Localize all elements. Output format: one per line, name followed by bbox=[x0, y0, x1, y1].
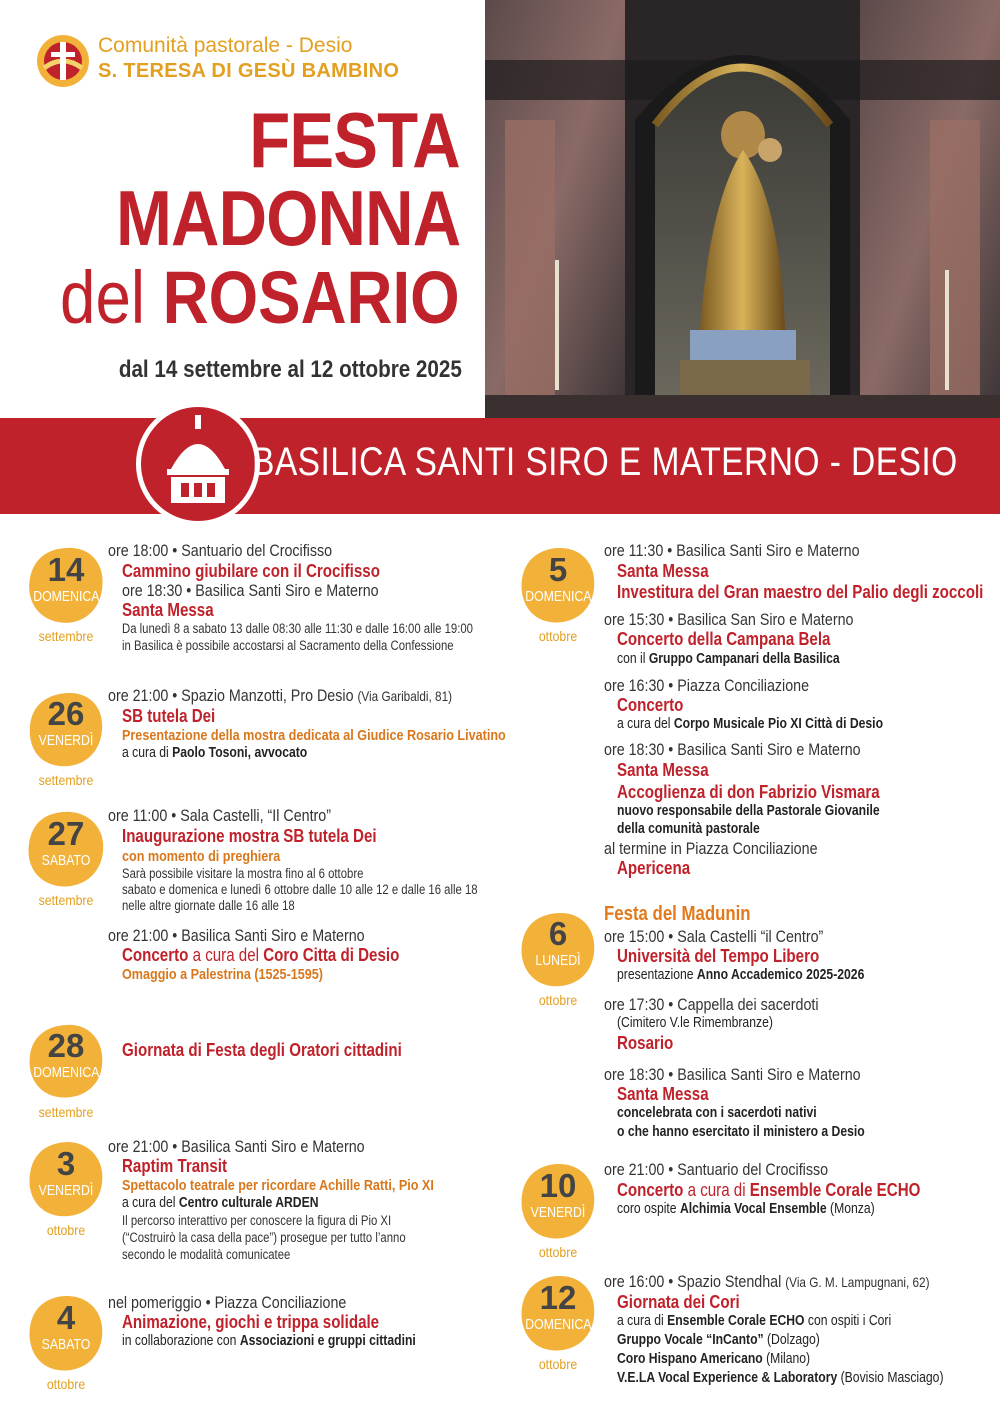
madonna-altar-photo bbox=[485, 0, 1000, 418]
event-time: ore 18:30 • Basilica Santi Siro e Materno bbox=[604, 740, 861, 759]
date-badge-12: 12 DOMENICA ottobre bbox=[518, 1274, 598, 1354]
event-title: Raptim Transit bbox=[122, 1156, 228, 1176]
event-note: a cura di Paolo Tosoni, avvocato bbox=[122, 745, 308, 761]
event-time: ore 17:30 • Cappella dei sacerdoti bbox=[604, 995, 819, 1014]
event-time: ore 15:30 • Basilica San Siro e Materno bbox=[604, 610, 854, 629]
event-note: presentazione Anno Accademico 2025-2026 bbox=[617, 967, 865, 983]
event-note: Coro Hispano Americano (Milano) bbox=[617, 1351, 811, 1367]
event-note: nelle altre giornate dalle 16 alle 18 bbox=[122, 898, 295, 913]
event-title: Cammino giubilare con il Crocifisso bbox=[122, 561, 380, 581]
event-time: ore 15:00 • Sala Castelli “il Centro” bbox=[604, 927, 824, 946]
event-title: Inaugurazione mostra SB tutela Dei bbox=[122, 826, 377, 846]
event-title: Concerto a cura di Ensemble Corale ECHO bbox=[617, 1180, 921, 1200]
event-title: Investitura del Gran maestro del Palio degli zoccoli bbox=[617, 582, 984, 602]
event-time: ore 11:00 • Sala Castelli, “Il Centro” bbox=[108, 806, 332, 825]
date-badge-3: 3 VENERDÌ ottobre bbox=[26, 1140, 106, 1220]
event-note: Da lunedì 8 a sabato 13 dalle 08:30 alle 11:30 e dalle 16:00 alle 19:00 bbox=[122, 621, 473, 636]
event-time: ore 16:00 • Spazio Stendhal (Via G. M. Lampugnani, 62) bbox=[604, 1272, 930, 1291]
event-time: ore 21:00 • Basilica Santi Siro e Materno bbox=[108, 1137, 365, 1156]
date-badge-4: 4 SABATO ottobre bbox=[26, 1294, 106, 1374]
community-logo bbox=[36, 34, 90, 88]
event-time: ore 21:00 • Spazio Manzotti, Pro Desio (Via Garibaldi, 81) bbox=[108, 686, 453, 705]
event-title: Santa Messa bbox=[617, 561, 709, 581]
date-badge-5: 5 DOMENICA ottobre bbox=[518, 546, 598, 626]
event-time: ore 18:30 • Basilica Santi Siro e Materno bbox=[604, 1065, 861, 1084]
event-note: Sarà possibile visitare la mostra fino al 6 ottobre bbox=[122, 866, 364, 881]
event-title: Animazione, giochi e trippa solidale bbox=[122, 1312, 380, 1332]
event-title: Giornata di Festa degli Oratori cittadini bbox=[122, 1040, 402, 1060]
event-note: al termine in Piazza Conciliazione bbox=[604, 839, 818, 858]
event-time: ore 16:30 • Piazza Conciliazione bbox=[604, 676, 810, 695]
event-title: Santa Messa bbox=[122, 600, 214, 620]
event-subtitle: Presentazione della mostra dedicata al Giudice Rosario Livatino bbox=[122, 727, 506, 744]
date-badge-10: 10 VENERDÌ ottobre bbox=[518, 1162, 598, 1242]
event-note: in collaborazione con Associazioni e gruppi cittadini bbox=[122, 1333, 416, 1349]
event-note: V.E.LA Vocal Experience & Laboratory (Bovisio Masciago) bbox=[617, 1370, 944, 1386]
date-badge-28: 28 DOMENICA settembre bbox=[26, 1022, 106, 1102]
event-title: Concerto a cura del Coro Citta di Desio bbox=[122, 945, 400, 965]
title-rosario: del ROSARIO bbox=[60, 256, 460, 339]
event-note: concelebrata con i sacerdoti nativi bbox=[617, 1105, 817, 1121]
event-note: Gruppo Vocale “InCanto” (Dolzago) bbox=[617, 1332, 820, 1348]
church-title: BASILICA SANTI SIRO E MATERNO - DESIO bbox=[252, 440, 958, 484]
event-time: nel pomeriggio • Piazza Conciliazione bbox=[108, 1293, 347, 1312]
date-badge-6: 6 LUNEDÌ ottobre bbox=[518, 910, 598, 990]
date-badge-14: 14 DOMENICA settembre bbox=[26, 546, 106, 626]
event-note: a cura del Corpo Musicale Pio XI Città di Desio bbox=[617, 716, 884, 732]
event-title: SB tutela Dei bbox=[122, 706, 216, 726]
event-note: a cura di Ensemble Corale ECHO con ospiti i Cori bbox=[617, 1313, 892, 1329]
event-time: ore 18:30 • Basilica Santi Siro e Materno bbox=[122, 581, 379, 600]
event-note: a cura del Centro culturale ARDEN bbox=[122, 1195, 319, 1211]
event-title: Rosario bbox=[617, 1033, 674, 1053]
event-title: Università del Tempo Libero bbox=[617, 946, 820, 966]
event-title: Santa Messa bbox=[617, 1084, 709, 1104]
event-title: Giornata dei Cori bbox=[617, 1292, 740, 1312]
event-title: Concerto bbox=[617, 695, 684, 715]
event-title: Santa Messa bbox=[617, 760, 709, 780]
title-madonna: MADONNA bbox=[115, 174, 460, 262]
festival-dates: dal 14 settembre al 12 ottobre 2025 bbox=[118, 356, 462, 383]
event-note: o che hanno esercitato il ministero a Desio bbox=[617, 1124, 865, 1140]
event-subtitle: Omaggio a Palestrina (1525-1595) bbox=[122, 966, 323, 983]
event-title: Accoglienza di don Fabrizio Vismara bbox=[617, 782, 880, 802]
event-note: (“Costruirò la casa della pace”) prosegue per tutto l’anno bbox=[122, 1230, 406, 1245]
event-note: in Basilica è possibile accostarsi al Sacramento della Confessione bbox=[122, 638, 454, 653]
title-festa: FESTA bbox=[249, 96, 460, 184]
event-title: Concerto della Campana Bela bbox=[617, 629, 831, 649]
event-time: ore 18:00 • Santuario del Crocifisso bbox=[108, 541, 333, 560]
date-badge-27: 27 SABATO settembre bbox=[26, 810, 106, 890]
event-time: ore 21:00 • Basilica Santi Siro e Materno bbox=[108, 926, 365, 945]
parish-name: S. TERESA DI GESÙ BAMBINO bbox=[98, 60, 400, 82]
community-name: Comunità pastorale - Desio bbox=[98, 34, 353, 57]
basilica-dome-icon bbox=[136, 402, 260, 526]
event-note: nuovo responsabile della Pastorale Giovanile bbox=[617, 803, 880, 819]
event-subtitle: Spettacolo teatrale per ricordare Achille Ratti, Pio XI bbox=[122, 1177, 434, 1194]
event-note: con il Gruppo Campanari della Basilica bbox=[617, 651, 840, 667]
event-note: secondo le modalità comunicatee bbox=[122, 1247, 291, 1262]
event-note: sabato e domenica e lunedì 6 ottobre dalle 10 alle 12 e dalle 16 alle 18 bbox=[122, 882, 478, 897]
festa-madunin-heading: Festa del Madunin bbox=[604, 903, 751, 925]
event-title: Apericena bbox=[617, 858, 691, 878]
event-note: (Cimitero V.le Rimembranze) bbox=[617, 1015, 773, 1031]
event-time: ore 21:00 • Santuario del Crocifisso bbox=[604, 1160, 829, 1179]
event-note: Il percorso interattivo per conoscere la figura di Pio XI bbox=[122, 1213, 392, 1228]
event-note: coro ospite Alchimia Vocal Ensemble (Monza) bbox=[617, 1201, 875, 1217]
event-note: della comunità pastorale bbox=[617, 821, 760, 837]
date-badge-26: 26 VENERDÌ settembre bbox=[26, 690, 106, 770]
event-subtitle: con momento di preghiera bbox=[122, 848, 281, 865]
event-time: ore 11:30 • Basilica Santi Siro e Materno bbox=[604, 541, 860, 560]
